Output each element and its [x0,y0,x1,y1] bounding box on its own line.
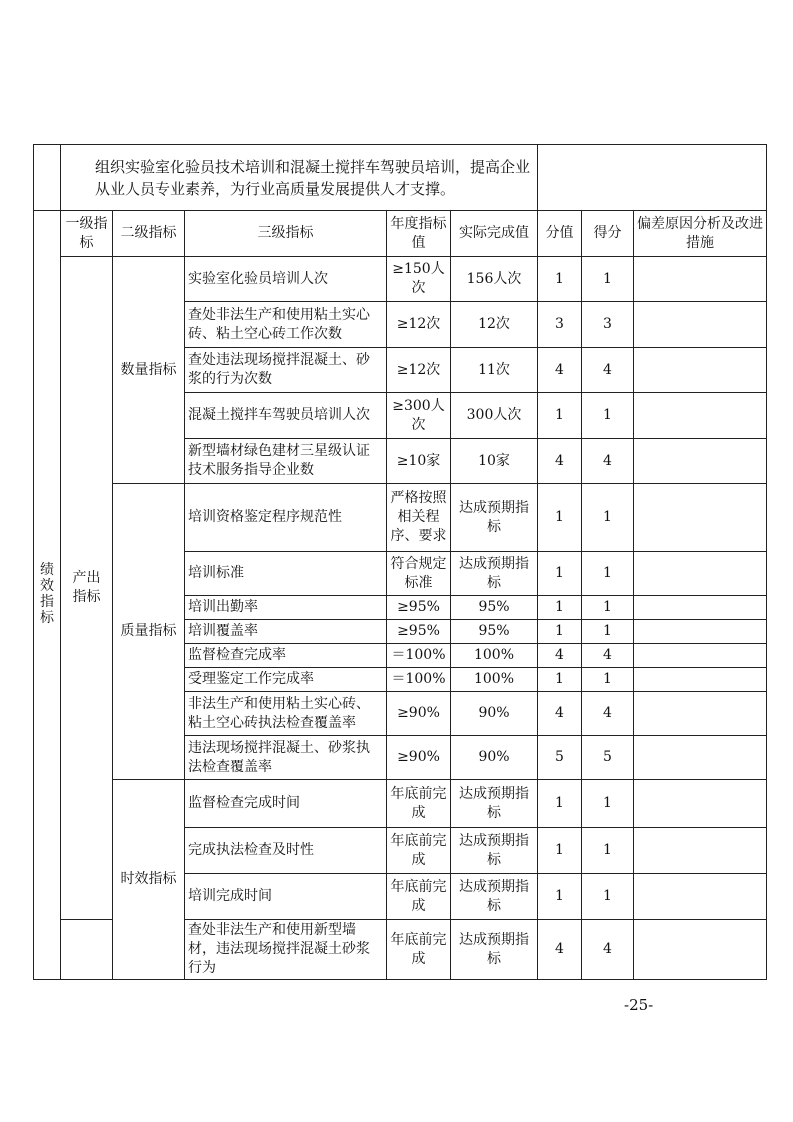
indicator-actual: 10家 [451,439,538,484]
indicator-actual: 100% [451,644,538,668]
indicator-name: 培训出勤率 [185,596,387,620]
indicator-reason [634,302,767,348]
indicator-name: 培训资格鉴定程序规范性 [185,484,387,552]
indicator-score: 1 [582,828,634,874]
header-row [34,211,767,257]
indicator-weight: 4 [538,692,582,736]
goal-label-cell [34,145,61,211]
indicator-score: 1 [582,780,634,828]
indicator-target: 严格按照相关程序、要求 [387,484,451,552]
page-number: -25- [624,996,654,1014]
indicator-actual: 达成预期指标 [451,552,538,596]
indicator-score: 1 [582,393,634,439]
indicator-reason [634,668,767,692]
indicator-reason [634,874,767,920]
indicator-weight: 1 [538,552,582,596]
indicator-reason [634,780,767,828]
indicator-score: 4 [582,439,634,484]
indicator-score: 4 [582,920,634,980]
indicator-actual: 95% [451,620,538,644]
indicator-weight: 1 [538,668,582,692]
indicator-reason [634,596,767,620]
group-quantity: 数量指标 [113,257,185,484]
category-cell: 绩效指标 [34,211,61,980]
indicator-score: 1 [582,874,634,920]
indicator-name: 查处非法生产和使用新型墙材，违法现场搅拌混凝土砂浆行为 [185,920,387,980]
indicator-weight: 1 [538,828,582,874]
goal-row [34,145,767,211]
indicator-reason [634,920,767,980]
indicator-target: ≥90% [387,692,451,736]
indicator-reason [634,692,767,736]
level1-blank-cell [61,920,113,980]
indicator-reason [634,552,767,596]
indicator-reason [634,484,767,552]
indicator-score: 1 [582,596,634,620]
indicator-score: 5 [582,736,634,780]
indicator-target: ≥95% [387,596,451,620]
indicator-target: ＝100% [387,668,451,692]
indicator-score: 1 [582,552,634,596]
indicator-name: 培训覆盖率 [185,620,387,644]
indicator-weight: 5 [538,736,582,780]
indicator-target: ≥95% [387,620,451,644]
performance-table-wrapper [33,144,767,980]
indicator-name: 混凝土搅拌车驾驶员培训人次 [185,393,387,439]
indicator-target: 年底前完成 [387,874,451,920]
indicator-actual: 12次 [451,302,538,348]
indicator-weight: 1 [538,780,582,828]
header-weight: 分值 [538,211,582,257]
indicator-score: 4 [582,644,634,668]
indicator-reason [634,439,767,484]
indicator-name: 培训完成时间 [185,874,387,920]
level1-output-cell: 产出指标 [61,257,113,920]
indicator-score: 1 [582,668,634,692]
indicator-reason [634,620,767,644]
indicator-target: ≥12次 [387,302,451,348]
header-level3: 三级指标 [185,211,387,257]
indicator-score: 1 [582,484,634,552]
indicator-name: 查处非法生产和使用粘土实心砖、粘土空心砖工作次数 [185,302,387,348]
indicator-target: 年底前完成 [387,780,451,828]
group-timeliness: 时效指标 [113,780,185,980]
indicator-actual: 达成预期指标 [451,920,538,980]
indicator-reason [634,257,767,302]
indicator-actual: 90% [451,736,538,780]
indicator-reason [634,736,767,780]
indicator-target: ≥90% [387,736,451,780]
goal-blank-cell [538,145,767,211]
indicator-score: 1 [582,257,634,302]
indicator-reason [634,348,767,393]
table-row [34,780,767,828]
indicator-weight: 4 [538,644,582,668]
indicator-name: 监督检查完成率 [185,644,387,668]
indicator-name: 监督检查完成时间 [185,780,387,828]
goal-text: 组织实验室化验员技术培训和混凝土搅拌车驾驶员培训，提高企业从业人员专业素养，为行业高质量发展提供人才支撑。 [61,145,538,211]
indicator-name: 查处违法现场搅拌混凝土、砂浆的行为次数 [185,348,387,393]
table-row [34,484,767,552]
indicator-weight: 1 [538,393,582,439]
indicator-weight: 1 [538,874,582,920]
indicator-name: 培训标准 [185,552,387,596]
indicator-actual: 156人次 [451,257,538,302]
header-score: 得分 [582,211,634,257]
header-level2: 二级指标 [113,211,185,257]
indicator-weight: 1 [538,257,582,302]
indicator-weight: 4 [538,348,582,393]
indicator-score: 1 [582,620,634,644]
header-target: 年度指标值 [387,211,451,257]
indicator-target: ≥300人次 [387,393,451,439]
indicator-actual: 达成预期指标 [451,484,538,552]
indicator-target: ＝100% [387,644,451,668]
indicator-weight: 1 [538,596,582,620]
indicator-actual: 300人次 [451,393,538,439]
header-reason: 偏差原因分析及改进措施 [634,211,767,257]
indicator-target: 年底前完成 [387,828,451,874]
indicator-score: 4 [582,348,634,393]
indicator-score: 4 [582,692,634,736]
indicator-name: 完成执法检查及时性 [185,828,387,874]
indicator-actual: 达成预期指标 [451,780,538,828]
indicator-name: 新型墙材绿色建材三星级认证技术服务指导企业数 [185,439,387,484]
indicator-target: ≥12次 [387,348,451,393]
table-row [34,257,767,302]
indicator-actual: 95% [451,596,538,620]
indicator-weight: 4 [538,920,582,980]
indicator-score: 3 [582,302,634,348]
indicator-weight: 1 [538,484,582,552]
indicator-name: 非法生产和使用粘土实心砖、粘土空心砖执法检查覆盖率 [185,692,387,736]
indicator-actual: 达成预期指标 [451,828,538,874]
indicator-name: 实验室化验员培训人次 [185,257,387,302]
header-level1: 一级指标 [61,211,113,257]
indicator-actual: 达成预期指标 [451,874,538,920]
indicator-target: 符合规定标准 [387,552,451,596]
indicator-weight: 4 [538,439,582,484]
indicator-target: 年底前完成 [387,920,451,980]
indicator-name: 违法现场搅拌混凝土、砂浆执法检查覆盖率 [185,736,387,780]
header-actual: 实际完成值 [451,211,538,257]
indicator-reason [634,644,767,668]
indicator-actual: 90% [451,692,538,736]
indicator-name: 受理鉴定工作完成率 [185,668,387,692]
indicator-weight: 1 [538,620,582,644]
group-quality: 质量指标 [113,484,185,780]
indicator-actual: 100% [451,668,538,692]
indicator-reason [634,828,767,874]
indicator-target: ≥150人次 [387,257,451,302]
indicator-reason [634,393,767,439]
indicator-target: ≥10家 [387,439,451,484]
indicator-actual: 11次 [451,348,538,393]
performance-table [33,144,767,980]
indicator-weight: 3 [538,302,582,348]
